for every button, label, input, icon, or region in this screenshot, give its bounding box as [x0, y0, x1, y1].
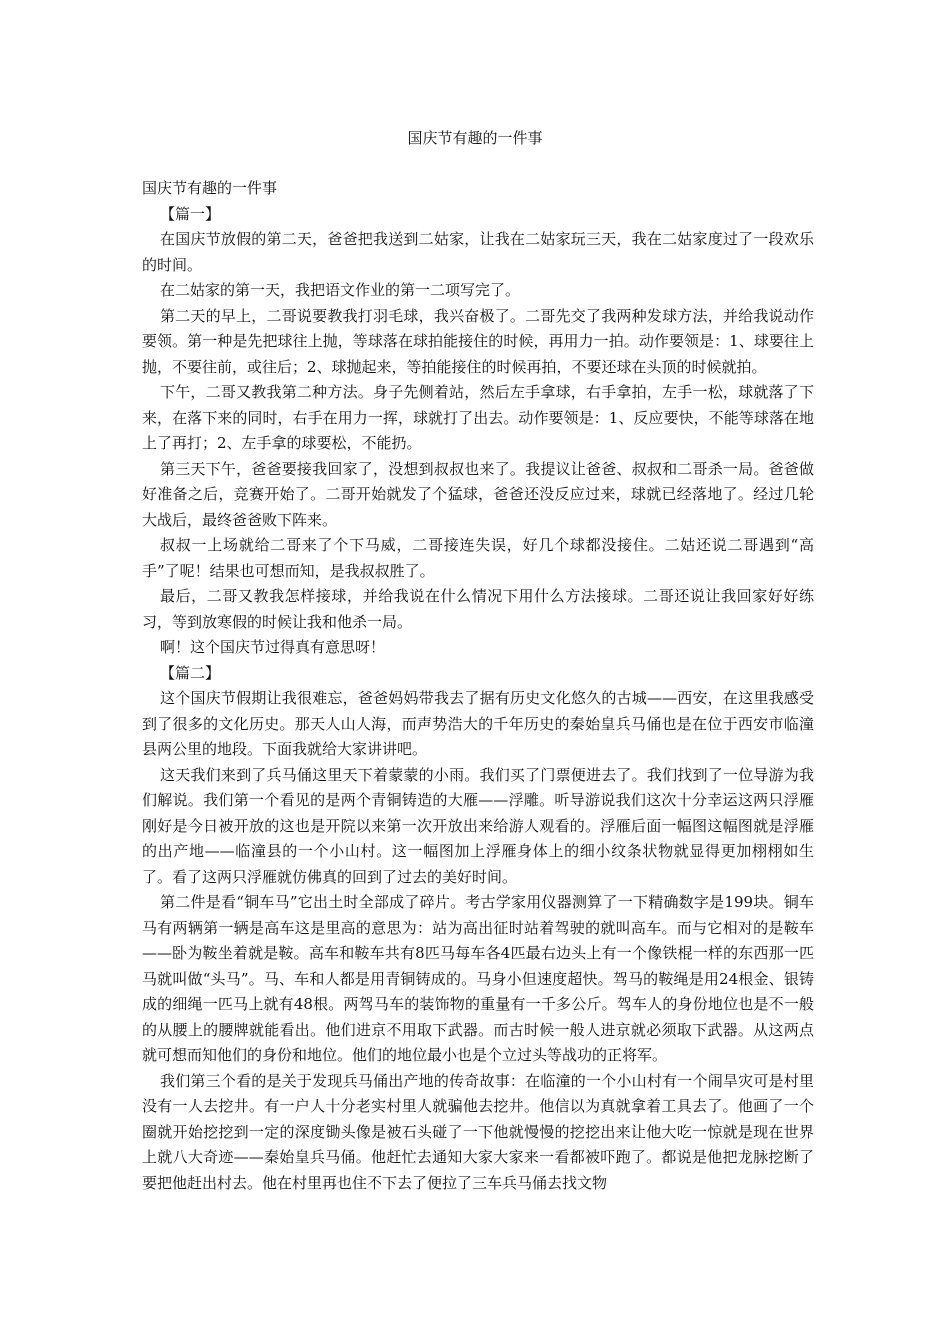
paragraph: 我们第三个看的是关于发现兵马俑出产地的传奇故事：在临潼的一个小山村有一个闹旱灾可是村里没有一人去挖井。有一户人十分老实村里人就骗他去挖井。他信以为真就拿着工具去了。他画了一个圈就开始挖挖到一定的深度锄头像是被石头碰了一下他就慢慢的挖挖出来让他大吃一惊就是现在世界上就八大奇迹——秦始皇兵马俑。他赶忙去通知大家大家来一看都被吓跑了。都说是他把龙脉挖断了要把他赶出村去。他在村里再也住不下去了便拉了三车兵马俑去找文物 [142, 1071, 814, 1192]
paragraph: 最后，二哥又教我怎样接球，并给我说在什么情况下用什么方法接球。二哥还说让我回家好好练习，等到放寒假的时候让我和他杀一局。 [142, 587, 814, 631]
paragraph: 第二件是看“铜车马”它出土时全部成了碎片。考古学家用仪器测算了一下精确数字是199块。铜车马有两辆第一辆是高车这是里高的意思为：站为高出征时站着驾驶的就叫高车。而与它相对的是鞍车——卧为鞍坐着就是鞍。高车和鞍车共有8匹马每车各4匹最右边头上有一个像铁棍一样的东西那一匹马就叫做“头马”。马、车和人都是用青铜铸成的。马身小但速度超快。驾马的鞍绳是用24根金、银铸成的细绳一匹马上就有48根。两驾马车的装饰物的重量有一千多公斤。驾车人的身份地位也是不一般的从腰上的腰牌就能看出。他们进京不用取下武器。而古时候一般人进京就必须取下武器。从这两点就可想而知他们的身份和地位。他们的地位最小也是个立过头等战功的正将军。 [142, 893, 814, 1064]
paragraph: 在国庆节放假的第二天，爸爸把我送到二姑家，让我在二姑家玩三天，我在二姑家度过了一段欢乐的时间。 [142, 230, 814, 274]
article-title: 国庆节有趣的一件事 [142, 179, 278, 197]
section-heading-2: 【篇二】 [160, 663, 221, 682]
document-title: 国庆节有趣的一件事 [407, 129, 543, 147]
paragraph: 叔叔一上场就给二哥来了个下马威，二哥接连失误，好几个球都没接住。二姑还说二哥遇到“高手”了呢！结果也可想而知，是我叔叔胜了。 [142, 536, 814, 580]
section-heading-1: 【篇一】 [160, 204, 221, 223]
paragraph: 啊！这个国庆节过得真有意思呀！ [160, 638, 386, 656]
paragraph: 下午，二哥又教我第二种方法。身子先侧着站，然后左手拿球，右手拿拍，左手一松，球就落了下来，在落下来的同时，右手在用力一挥，球就打了出去。动作要领是：1、反应要快，不能等球落在地上了再打；2、左手拿的球要松，不能扔。 [142, 383, 814, 452]
document-body [142, 176, 814, 1196]
paragraph: 这个国庆节假期让我很难忘，爸爸妈妈带我去了据有历史文化悠久的古城——西安，在这里我感受到了很多的文化历史。那天人山人海，而声势浩大的千年历史的秦始皇兵马俑也是在位于西安市临潼县两公里的地段。下面我就给大家讲讲吧。 [142, 689, 814, 758]
paragraph: 第三天下午，爸爸要接我回家了，没想到叔叔也来了。我提议让爸爸、叔叔和二哥杀一局。爸爸做好准备之后，竞赛开始了。二哥开始就发了个猛球，爸爸还没反应过来，球就已经落地了。经过几轮大战后，最终爸爸败下阵来。 [142, 459, 814, 529]
paragraph: 在二姑家的第一天，我把语文作业的第一二项写完了。 [160, 281, 521, 299]
paragraph: 第二天的早上，二哥说要教我打羽毛球，我兴奋极了。二哥先交了我两种发球方法，并给我说动作要领。第一种是先把球往上抛，等球落在球拍能接住的时候，再用力一拍。动作要领是：1、球要往上抛，不要往前，或往后；2、球抛起来，等拍能接住的时候再拍，不要还球在头顶的时候就拍。 [142, 306, 814, 376]
paragraph: 这天我们来到了兵马俑这里天下着蒙蒙的小雨。我们买了门票便进去了。我们找到了一位导游为我们解说。我们第一个看见的是两个青铜铸造的大雁——浮雕。听导游说我们这次十分幸运这两只浮雁刚好是今日被开放的这也是开院以来第一次开放出来给游人观看的。浮雁后面一幅图这幅图就是浮雁的出产地——临潼县的一个小山村。这一幅图加上浮雁身体上的细小纹条状物就显得更加栩栩如生了。看了这两只浮雁就仿佛真的回到了过去的美好时间。 [142, 765, 814, 886]
